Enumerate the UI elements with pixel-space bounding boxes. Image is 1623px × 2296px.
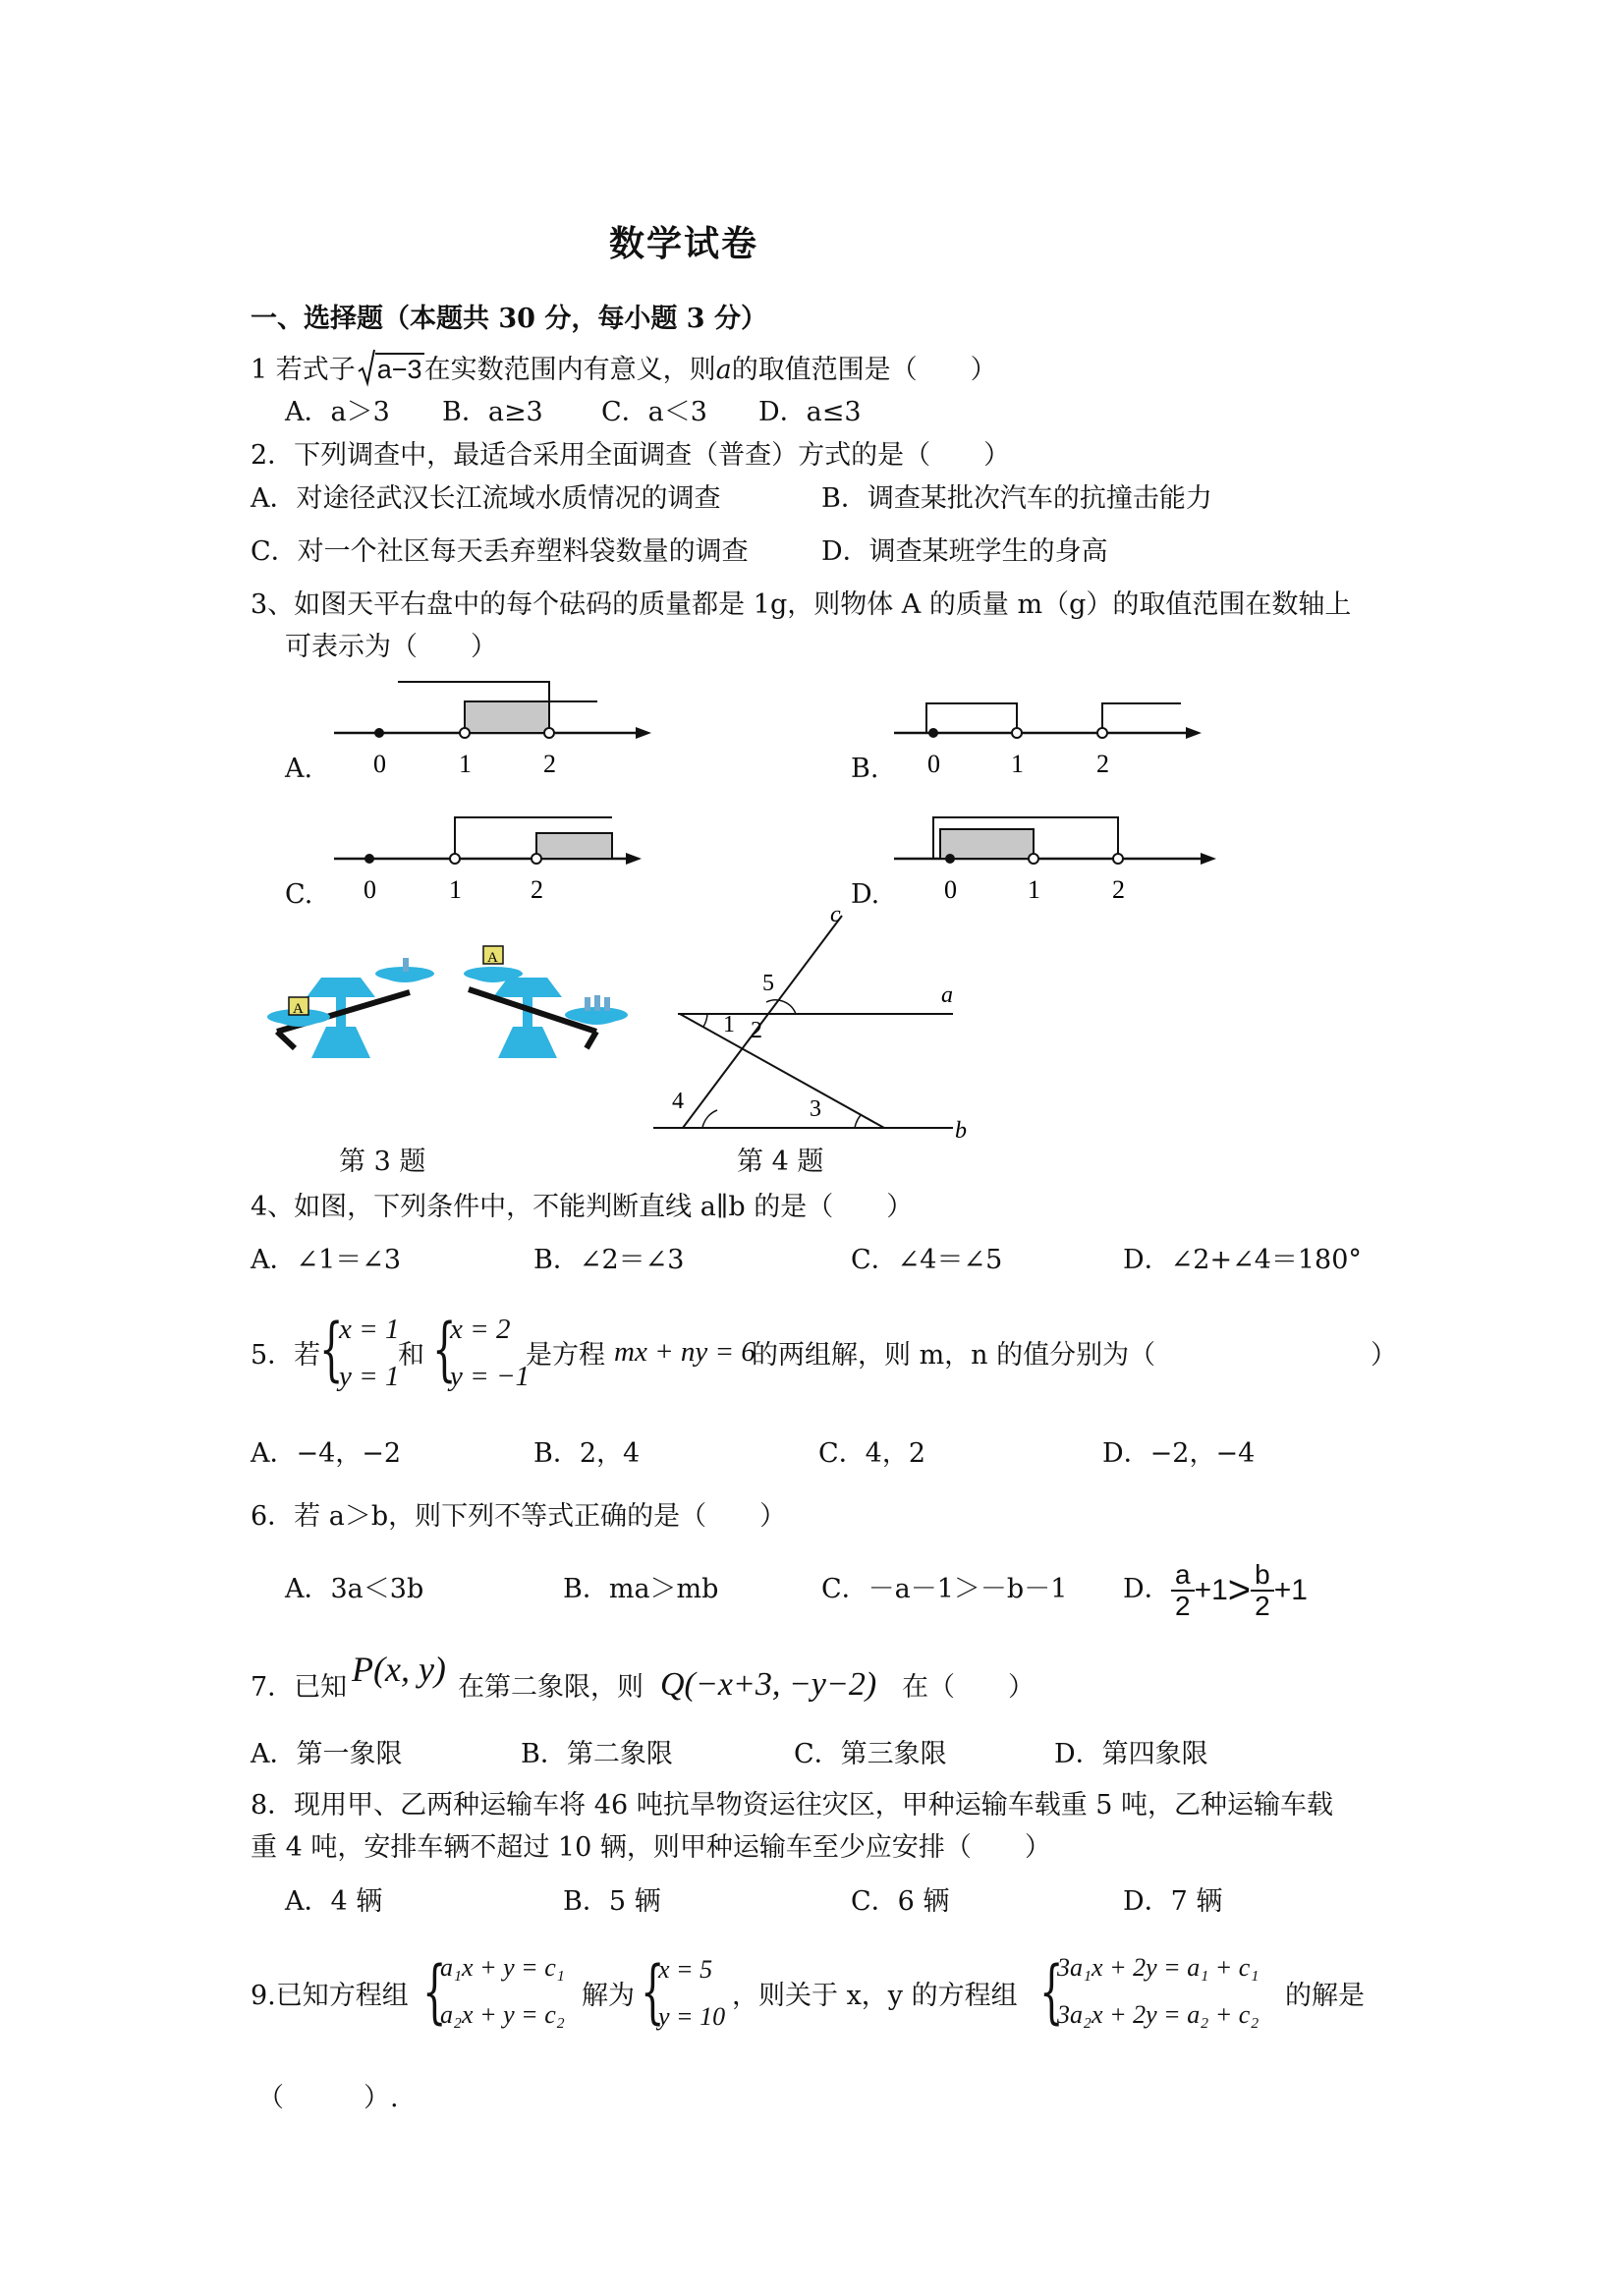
q4-option-b: B．∠2＝∠3 <box>533 1245 685 1275</box>
q9-system3-line2: 3a₂x + 2y = a₂ + c₂ <box>1057 2000 1259 2029</box>
q3-option-b-label: B. <box>851 754 879 784</box>
tick-label-2: 2 <box>531 875 543 904</box>
q7-post: 在（ ） <box>902 1672 1035 1703</box>
q5-equation: mx + ny = 6 <box>614 1336 756 1368</box>
q3-option-d-label: D. <box>851 879 880 910</box>
q6-option-d-label: D． <box>1123 1574 1171 1604</box>
q9-answer-blank: （ ）. <box>257 2083 399 2113</box>
q1-option-b: B．a≥3 <box>442 397 543 427</box>
section-heading: 一、选择题（本题共 30 分，每小题 3 分） <box>251 304 767 334</box>
tick-label-0: 0 <box>373 750 386 778</box>
q9-pre: 9.已知方程组 <box>251 1981 409 2011</box>
object-a-label: A <box>293 1001 304 1017</box>
q4-option-c: C．∠4＝∠5 <box>851 1245 1003 1275</box>
q7-option-a: A．第一象限 <box>251 1739 403 1769</box>
q2-option-a: A．对途径武汉长江流域水质情况的调查 <box>251 483 721 514</box>
q1-option-c: C．a＜3 <box>601 397 707 427</box>
right-balance-scale <box>464 946 628 1058</box>
q1-option-a: A．a＞3 <box>285 397 390 427</box>
tick-label-1: 1 <box>459 750 472 778</box>
q7-mid: 在第二象限，则 <box>458 1672 644 1703</box>
number-line-a <box>324 678 658 786</box>
brace-icon: { <box>641 1951 665 2032</box>
q5-system2-line2: y = −1 <box>450 1361 531 1392</box>
q6-option-c: C．－a－1＞－b－1 <box>821 1574 1068 1604</box>
number-line-c <box>324 804 658 912</box>
q5-system1-line1: x = 1 <box>339 1314 400 1345</box>
q8-option-d: D．7 辆 <box>1123 1886 1223 1917</box>
question-1-stem: 1 若式子 a−3在实数范围内有意义，则a的取值范围是（ ） <box>251 352 997 388</box>
q5-and: 和 <box>398 1340 424 1371</box>
q5-option-d: D．−2，−4 <box>1102 1438 1256 1469</box>
q6-option-a: A．3a＜3b <box>285 1574 424 1604</box>
q7-option-c: C．第三象限 <box>794 1739 947 1769</box>
q9-system2-line1: x = 5 <box>658 1955 713 1984</box>
brace-icon: { <box>432 1309 457 1389</box>
q3-option-a-label: A. <box>285 754 313 784</box>
object-a-label: A <box>487 950 498 966</box>
q2-option-d: D．调查某班学生的身高 <box>821 536 1108 567</box>
q5-post: 的两组解，则 m，n 的值分别为（ <box>752 1340 1156 1371</box>
angle-label-1: 1 <box>723 1012 735 1037</box>
brace-icon: { <box>422 1951 447 2032</box>
q9-system3-line1: 3a₁x + 2y = a₁ + c₁ <box>1057 1953 1259 1982</box>
q4-option-a: A．∠1＝∠3 <box>251 1245 402 1275</box>
label-c: c <box>830 904 841 927</box>
q9-system2-line2: y = 10 <box>658 2002 726 2031</box>
angle-label-4: 4 <box>672 1089 684 1114</box>
q8-option-a: A．4 辆 <box>285 1886 383 1917</box>
question-8-line2: 重 4 吨，安排车辆不超过 10 辆，则甲种运输车至少应安排（ ） <box>251 1832 1051 1863</box>
q8-option-b: B．5 辆 <box>563 1886 661 1917</box>
left-balance-scale <box>267 958 434 1058</box>
q9-post: 的解是 <box>1285 1981 1365 2011</box>
brace-icon: { <box>1039 1951 1064 2032</box>
q5-mid: 是方程 <box>526 1340 605 1371</box>
parallel-lines-figure <box>639 904 992 1149</box>
tick-label-0: 0 <box>927 750 940 778</box>
q3-option-c-label: C. <box>285 879 313 910</box>
q8-option-c: C．6 辆 <box>851 1886 950 1917</box>
q5-system1-line2: y = 1 <box>339 1361 400 1392</box>
q5-system2-line1: x = 2 <box>450 1314 511 1345</box>
angle-label-5: 5 <box>762 971 774 996</box>
q6-option-b: B．ma＞mb <box>563 1574 719 1604</box>
tick-label-1: 1 <box>1011 750 1024 778</box>
tick-label-0: 0 <box>364 875 376 904</box>
q9-solve: 解为 <box>582 1981 635 2011</box>
tick-label-2: 2 <box>1096 750 1109 778</box>
q7-point-q: Q(−x+3, −y−2) <box>660 1666 877 1703</box>
q7-pre: 7．已知 <box>251 1672 348 1703</box>
tick-label-0: 0 <box>944 875 957 904</box>
tick-label-1: 1 <box>449 875 462 904</box>
number-line-b <box>884 678 1218 786</box>
question-2-stem: 2．下列调查中，最适合采用全面调查（普查）方式的是（ ） <box>251 440 1011 471</box>
q9-system1-line1: a₁x + y = c₁ <box>440 1953 565 1982</box>
label-b: b <box>955 1118 967 1144</box>
q2-option-c: C．对一个社区每天丢弃塑料袋数量的调查 <box>251 536 749 567</box>
q6-option-d-expression: $\frac{a}{2}$ +1> $\frac{b}{2}$ +1 <box>1171 1560 1308 1621</box>
tick-label-1: 1 <box>1028 875 1040 904</box>
angle-label-3: 3 <box>810 1096 821 1122</box>
balance-scale-figure <box>257 938 641 1066</box>
q7-option-b: B．第二象限 <box>521 1739 673 1769</box>
question-4-stem: 4、如图，下列条件中，不能判断直线 a∥b 的是（ ） <box>251 1192 914 1222</box>
brace-icon: { <box>319 1309 344 1389</box>
label-a: a <box>941 982 953 1008</box>
question-8-line1: 8．现用甲、乙两种运输车将 46 吨抗旱物资运往灾区，甲种运输车载重 5 吨，乙种运输车载 <box>251 1790 1334 1820</box>
question-3-line1: 3、如图天平右盘中的每个砝码的质量都是 1g，则物体 A 的质量 m（g）的取值范围在数轴上 <box>251 589 1352 620</box>
question-6-stem: 6．若 a＞b，则下列不等式正确的是（ ） <box>251 1501 787 1532</box>
q2-option-b: B．调查某批次汽车的抗撞击能力 <box>821 483 1212 514</box>
sqrt-icon: a−3 <box>358 352 424 388</box>
figure-3-caption: 第 3 题 <box>339 1147 426 1177</box>
q9-system1-line2: a₂x + y = c₂ <box>440 2000 565 2029</box>
angle-label-2: 2 <box>751 1018 762 1043</box>
figure-4-caption: 第 4 题 <box>737 1147 824 1177</box>
q5-option-c: C．4，2 <box>818 1438 926 1469</box>
q7-option-d: D．第四象限 <box>1054 1739 1208 1769</box>
q1-option-d: D．a≤3 <box>758 397 862 427</box>
page-title: 数学试卷 <box>609 223 759 264</box>
q4-option-d: D．∠2+∠4＝180° <box>1123 1245 1362 1275</box>
q5-option-b: B．2，4 <box>533 1438 641 1469</box>
tick-label-2: 2 <box>543 750 556 778</box>
q5-close: ） <box>1371 1340 1397 1371</box>
number-line-d <box>884 804 1228 912</box>
q5-pre: 5．若 <box>251 1340 321 1371</box>
q5-option-a: A．−4，−2 <box>251 1438 402 1469</box>
question-3-line2: 可表示为（ ） <box>285 632 497 662</box>
tick-label-2: 2 <box>1112 875 1125 904</box>
q9-mid: ，则关于 x，y 的方程组 <box>732 1981 1018 2011</box>
q7-point-p: P(x, y) <box>352 1650 446 1689</box>
